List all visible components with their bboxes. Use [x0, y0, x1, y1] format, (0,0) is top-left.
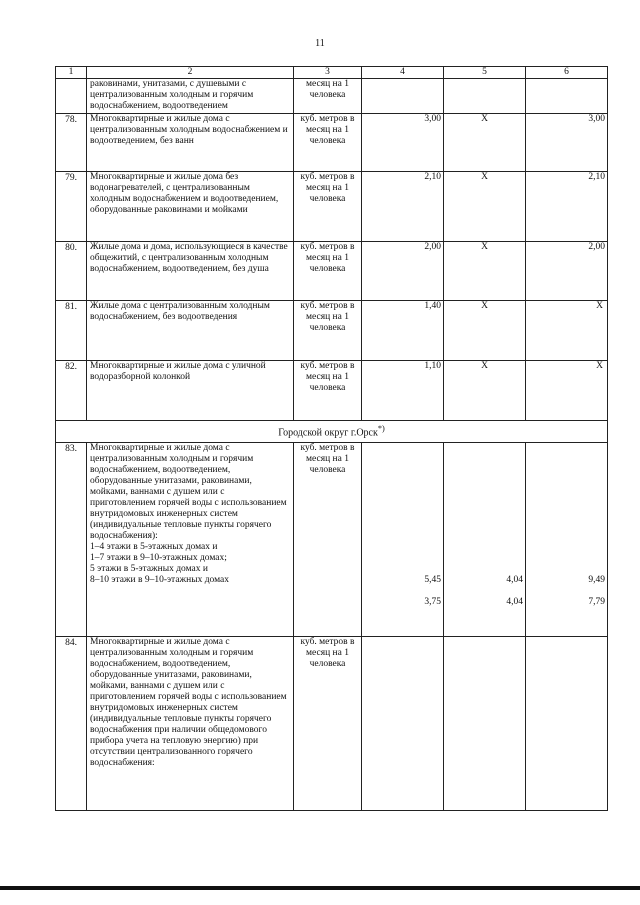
row-value-col4-sub1: 5,45 [424, 575, 441, 585]
section-footnote-mark: *) [377, 424, 385, 433]
bottom-rule [0, 886, 640, 890]
row-value-col5 [444, 443, 526, 637]
section-title-text: Городской округ г.Орск [278, 427, 378, 439]
row-value-col4 [362, 443, 444, 637]
row-value-col6: 3,00 [526, 114, 608, 172]
row-number: 84. [56, 637, 87, 811]
row-value-col4 [362, 79, 444, 114]
row-unit: куб. метров в месяц на 1 человека [294, 361, 362, 421]
row-unit: куб. метров в месяц на 1 человека [294, 301, 362, 361]
row-value-col5-sub2: 4,04 [506, 597, 523, 607]
spacer [365, 586, 441, 597]
row-value-col6: Х [526, 361, 608, 421]
row-value-col6: 2,00 [526, 242, 608, 301]
row-number: 80. [56, 242, 87, 301]
row-number [56, 79, 87, 114]
section-header-row [56, 421, 608, 443]
row-description-main: Многоквартирные и жилые дома с централизованным холодным и горячим водоснабжением, водоотведением, оборудованные унитазами, раковинами, мойками, ваннами с душем или с приготовлением горячей воды с использованием внутридомовых инженерных систем (индивидуальные тепловые пункты горячего водоснабжения): [90, 443, 287, 541]
row-number: 79. [56, 172, 87, 242]
row-number: 83. [56, 443, 87, 637]
row-value-col5: Х [444, 172, 526, 242]
table-row [56, 172, 608, 242]
spacer [529, 586, 605, 597]
header-col-5: 5 [444, 67, 526, 79]
row-value-col5 [444, 637, 526, 811]
header-col-1: 1 [56, 67, 87, 79]
table-row-continued [56, 79, 608, 114]
row-subitem-2a: 5 этажи в 5-этажных домах и [90, 564, 208, 574]
row-description: Многоквартирные и жилые дома с централизованным холодным водоснабжением и водоотведением, без ванн [87, 114, 294, 172]
row-unit: куб. метров в месяц на 1 человека [294, 637, 362, 811]
row-description: раковинами, унитазами, с душевыми с централизованным холодным и горячим водоснабжением, водоотведением [87, 79, 294, 114]
row-unit: месяц на 1 человека [294, 79, 362, 114]
row-description: Многоквартирные и жилые дома с уличной водоразборной колонкой [87, 361, 294, 421]
header-col-3: 3 [294, 67, 362, 79]
row-subitem-2b: 8–10 этажи в 9–10-этажных домах [90, 575, 230, 585]
row-value-col6: 2,10 [526, 172, 608, 242]
row-number: 81. [56, 301, 87, 361]
row-unit: куб. метров в месяц на 1 человека [294, 172, 362, 242]
row-number: 82. [56, 361, 87, 421]
table-row [56, 301, 608, 361]
row-value-col4: 2,00 [362, 242, 444, 301]
row-description [87, 443, 294, 637]
row-unit: куб. метров в месяц на 1 человека [294, 114, 362, 172]
header-col-6: 6 [526, 67, 608, 79]
row-value-col5: Х [444, 114, 526, 172]
row-value-col6 [526, 443, 608, 637]
table-row [56, 637, 608, 811]
row-value-col5: Х [444, 301, 526, 361]
row-unit: куб. метров в месяц на 1 человека [294, 443, 362, 637]
header-col-4: 4 [362, 67, 444, 79]
table-row [56, 443, 608, 637]
row-value-col4: 1,40 [362, 301, 444, 361]
table-row [56, 361, 608, 421]
row-value-col4-sub2: 3,75 [424, 597, 441, 607]
table-row [56, 242, 608, 301]
header-col-2: 2 [87, 67, 294, 79]
row-value-col4: 3,00 [362, 114, 444, 172]
row-value-col6-sub2: 7,79 [588, 597, 605, 607]
row-value-col4: 1,10 [362, 361, 444, 421]
row-value-col6 [526, 79, 608, 114]
row-description: Многоквартирные и жилые дома без водонагревателей, с централизованным холодным водоснабжением и водоотведением, оборудованные раковинами и мойками [87, 172, 294, 242]
row-value-col6: Х [526, 301, 608, 361]
norms-table [55, 66, 608, 811]
row-number: 78. [56, 114, 87, 172]
header-row [56, 67, 608, 79]
row-description: Многоквартирные и жилые дома с централизованным холодным и горячим водоснабжением, водоотведением, оборудованные унитазами, раковинами, мойками, ваннами с душем или с приготовлением горячей воды с использованием внутридомовых инженерных систем (индивидуальные тепловые пункты горячего водоснабжения при наличии общедомового прибора учета на тепловую энергию) при отсутствии централизованного горячего водоснабжения: [87, 637, 294, 811]
spacer [447, 586, 523, 597]
row-subitem-1b: 1–7 этажи в 9–10-этажных домах; [90, 553, 227, 563]
row-value-col5-sub1: 4,04 [506, 575, 523, 585]
row-description: Жилые дома с централизованным холодным водоснабжением, без водоотведения [87, 301, 294, 361]
row-unit: куб. метров в месяц на 1 человека [294, 242, 362, 301]
row-description: Жилые дома и дома, использующиеся в качестве общежитий, с централизованным холодным водоснабжением, водоотведением, без душа [87, 242, 294, 301]
section-title [56, 421, 608, 443]
row-value-col5 [444, 79, 526, 114]
table-row [56, 114, 608, 172]
page-number: 11 [315, 38, 325, 49]
row-value-col4: 2,10 [362, 172, 444, 242]
row-subitem-1a: 1–4 этажи в 5-этажных домах и [90, 542, 218, 552]
row-value-col5: Х [444, 361, 526, 421]
row-value-col5: Х [444, 242, 526, 301]
row-value-col4 [362, 637, 444, 811]
row-value-col6 [526, 637, 608, 811]
row-value-col6-sub1: 9,49 [588, 575, 605, 585]
